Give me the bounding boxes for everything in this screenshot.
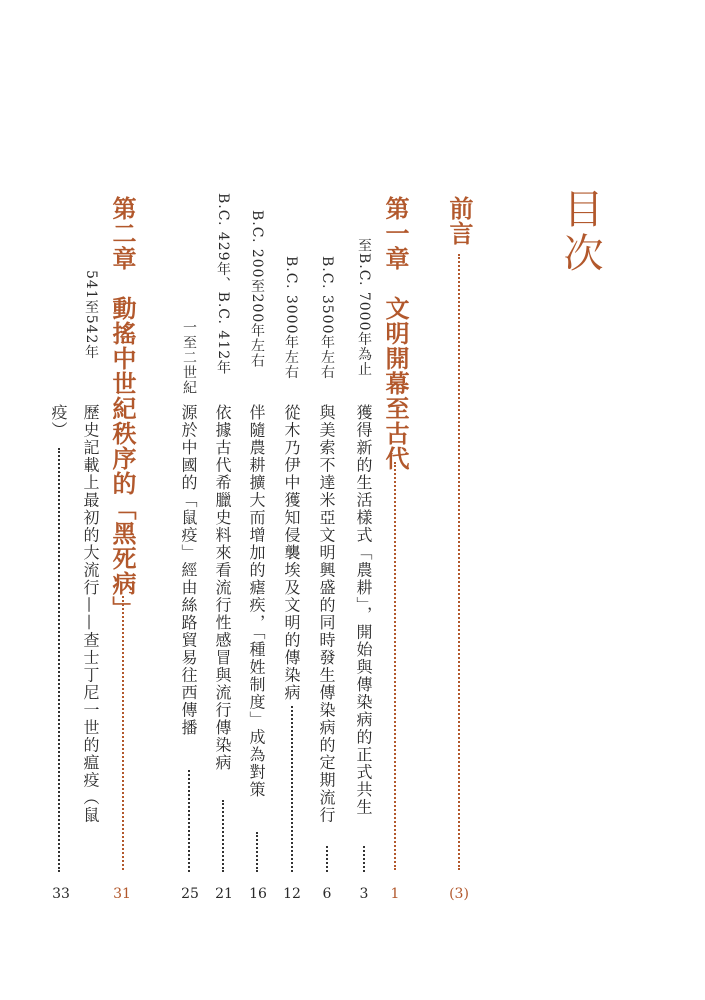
chapter1-entry6-text[interactable]: 源於中國的「鼠疫」經由絲路貿易往西傳播 (179, 404, 198, 737)
chapter1-entry3-text[interactable]: 從木乃伊中獲知侵襲埃及文明的傳染病 (282, 404, 301, 702)
chapter2-page: 31 (113, 886, 131, 902)
chapter1-entry4-text[interactable]: 伴隨農耕擴大而增加的瘧疾，「種姓制度」成為對策 (247, 404, 266, 799)
chapter2-entry1-leader (58, 448, 60, 872)
chapter1-entry6-leader (188, 770, 190, 872)
chapter2-entry1-text[interactable]: 歷史記載上最初的大流行——查士丁尼一世的瘟疫（鼠 (81, 404, 100, 824)
preface-leader (458, 254, 460, 870)
page-title: 目次 (557, 188, 603, 276)
chapter1-entry3-page: 12 (283, 886, 301, 902)
chapter1-entry2-page: 6 (322, 886, 332, 902)
chapter1-entry3-leader (291, 706, 293, 872)
chapter1-entry5-text[interactable]: 依據古代希臘史料來看流行性感冒與流行傳染病 (213, 404, 232, 772)
chapter1-entry5-leader (222, 800, 224, 872)
chapter1-entry1-date: 至B.C. 7000年為止 (356, 238, 372, 377)
chapter1-entry1-text[interactable]: 獲得新的生活樣式「農耕」，開始與傳染病的正式共生 (354, 404, 373, 816)
chapter1-leader (394, 462, 396, 870)
chapter2-heading[interactable]: 第二章 動搖中世紀秩序的「黑死病」 (108, 196, 137, 621)
chapter1-entry5-date: B.C. 429年、B.C. 412年 (215, 193, 231, 376)
chapter1-entry1-page: 3 (359, 886, 369, 902)
chapter2-entry1-date: 541至542年 (83, 270, 99, 360)
chapter2-leader (122, 596, 124, 870)
chapter1-entry6-page: 25 (181, 886, 199, 902)
chapter2-entry1-text-cont[interactable]: 疫） (49, 404, 68, 439)
chapter1-entry6-date: 一至二世紀 (181, 320, 197, 395)
chapter1-entry5-page: 21 (215, 886, 233, 902)
chapter1-entry4-date: B.C. 200至200年左右 (249, 210, 265, 369)
chapter1-entry4-leader (256, 832, 258, 872)
chapter1-entry4-page: 16 (249, 886, 267, 902)
chapter2-entry1-page: 33 (52, 886, 70, 902)
preface-page: (3) (449, 886, 469, 902)
preface-heading[interactable]: 前言 (445, 196, 474, 246)
chapter1-entry1-leader (363, 846, 365, 872)
chapter1-entry2-leader (326, 846, 328, 872)
chapter1-heading[interactable]: 第一章 文明開幕至古代 (381, 196, 410, 471)
chapter1-page: 1 (390, 886, 400, 902)
chapter1-entry3-date: B.C. 3000年左右 (283, 256, 299, 380)
chapter1-entry2-date: B.C. 3500年左右 (319, 256, 335, 380)
chapter1-entry2-text[interactable]: 與美索不達米亞文明興盛的同時發生傳染病的定期流行 (317, 404, 336, 824)
